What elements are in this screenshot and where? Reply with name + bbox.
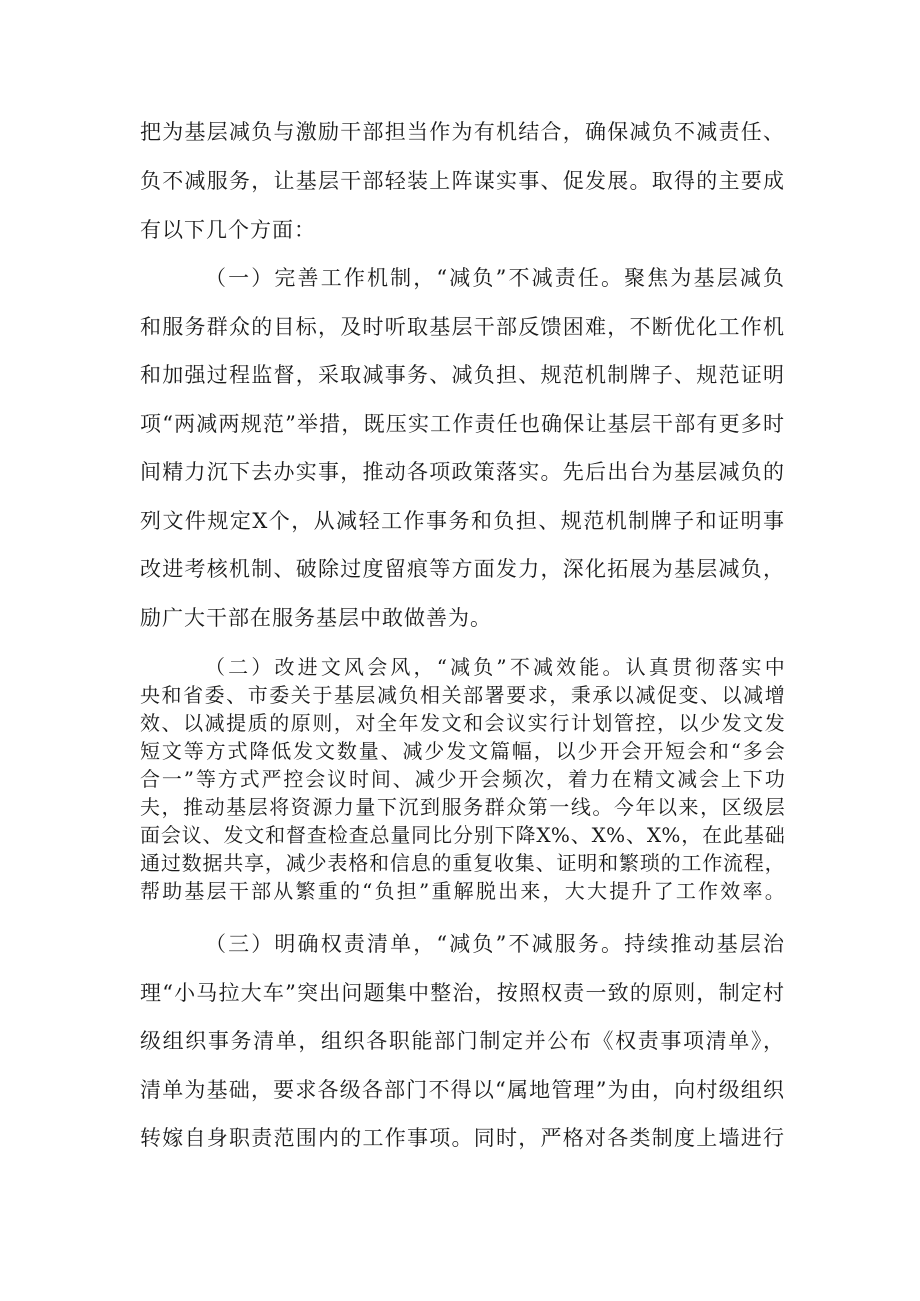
section2-line-9: 帮助基层干部从繁重的“负担”重解脱出来，大大提升了工作效率。 [140, 879, 785, 903]
section2-line-2: 央和省委、市委关于基层减负相关部署要求，秉承以减促变、以减增 [140, 683, 785, 707]
section2-heading-line: （二）改进文风会风，“减负”不减效能。认真贯彻落实中 [205, 655, 785, 679]
intro-line-3: 有以下几个方面： [140, 218, 316, 242]
section1-line-5: 间精力沉下去办实事，推动各项政策落实。先后出台为基层减负的 [140, 460, 785, 484]
section1-line-8: 励广大干部在服务基层中敢做善为。 [140, 606, 492, 630]
section3-heading-line: （三）明确权责清单，“减负”不减服务。持续推动基层治 [205, 932, 785, 956]
section2-line-3: 效、以减提质的原则，对全年发文和会议实行计划管控，以少发文发 [140, 711, 785, 735]
section3-line-5: 转嫁自身职责范围内的工作事项。同时，严格对各类制度上墙进行 [140, 1126, 785, 1150]
section2-line-6: 夫，推动基层将资源力量下沉到服务群众第一线。今年以来，区级层 [140, 795, 785, 819]
section1-line-7: 改进考核机制、破除过度留痕等方面发力，深化拓展为基层减负， [140, 557, 785, 581]
section3-line-2: 理“小马拉大车”突出问题集中整治，按照权责一致的原则，制定村 [140, 981, 785, 1005]
intro-line-1: 把为基层减负与激励干部担当作为有机结合，确保减负不减责任、 [140, 120, 785, 144]
section1-line-4: 项“两减两规范”举措，既压实工作责任也确保让基层干部有更多时 [140, 412, 785, 436]
section2-line-8: 通过数据共享，减少表格和信息的重复收集、证明和繁琐的工作流程， [140, 851, 785, 875]
section1-line-3: 和加强过程监督，采取减事务、减负担、规范机制牌子、规范证明 [140, 363, 785, 387]
section2-line-7: 面会议、发文和督查检查总量同比分别下降X%、X%、X%，在此基础 [140, 823, 785, 847]
section1-line-2: 和服务群众的目标，及时听取基层干部反馈困难，不断优化工作机 [140, 315, 785, 339]
section2-line-5: 合一”等方式严控会议时间、减少开会频次，着力在精文减会上下功 [140, 767, 785, 791]
section3-line-4: 清单为基础，要求各级各部门不得以“属地管理”为由，向村级组织 [140, 1078, 785, 1102]
section2-line-4: 短文等方式降低发文数量、减少发文篇幅，以少开会开短会和“多会 [140, 739, 785, 763]
section3-line-3: 级组织事务清单，组织各职能部门制定并公布《权责事项清单》， [140, 1029, 785, 1053]
intro-line-2: 负不减服务，让基层干部轻装上阵谋实事、促发展。取得的主要成 [140, 169, 785, 193]
section1-heading-line: （一）完善工作机制，“减负”不减责任。聚焦为基层减负 [205, 266, 785, 290]
section1-line-6: 列文件规定X个，从减轻工作事务和负担、规范机制牌子和证明事 [140, 509, 785, 533]
